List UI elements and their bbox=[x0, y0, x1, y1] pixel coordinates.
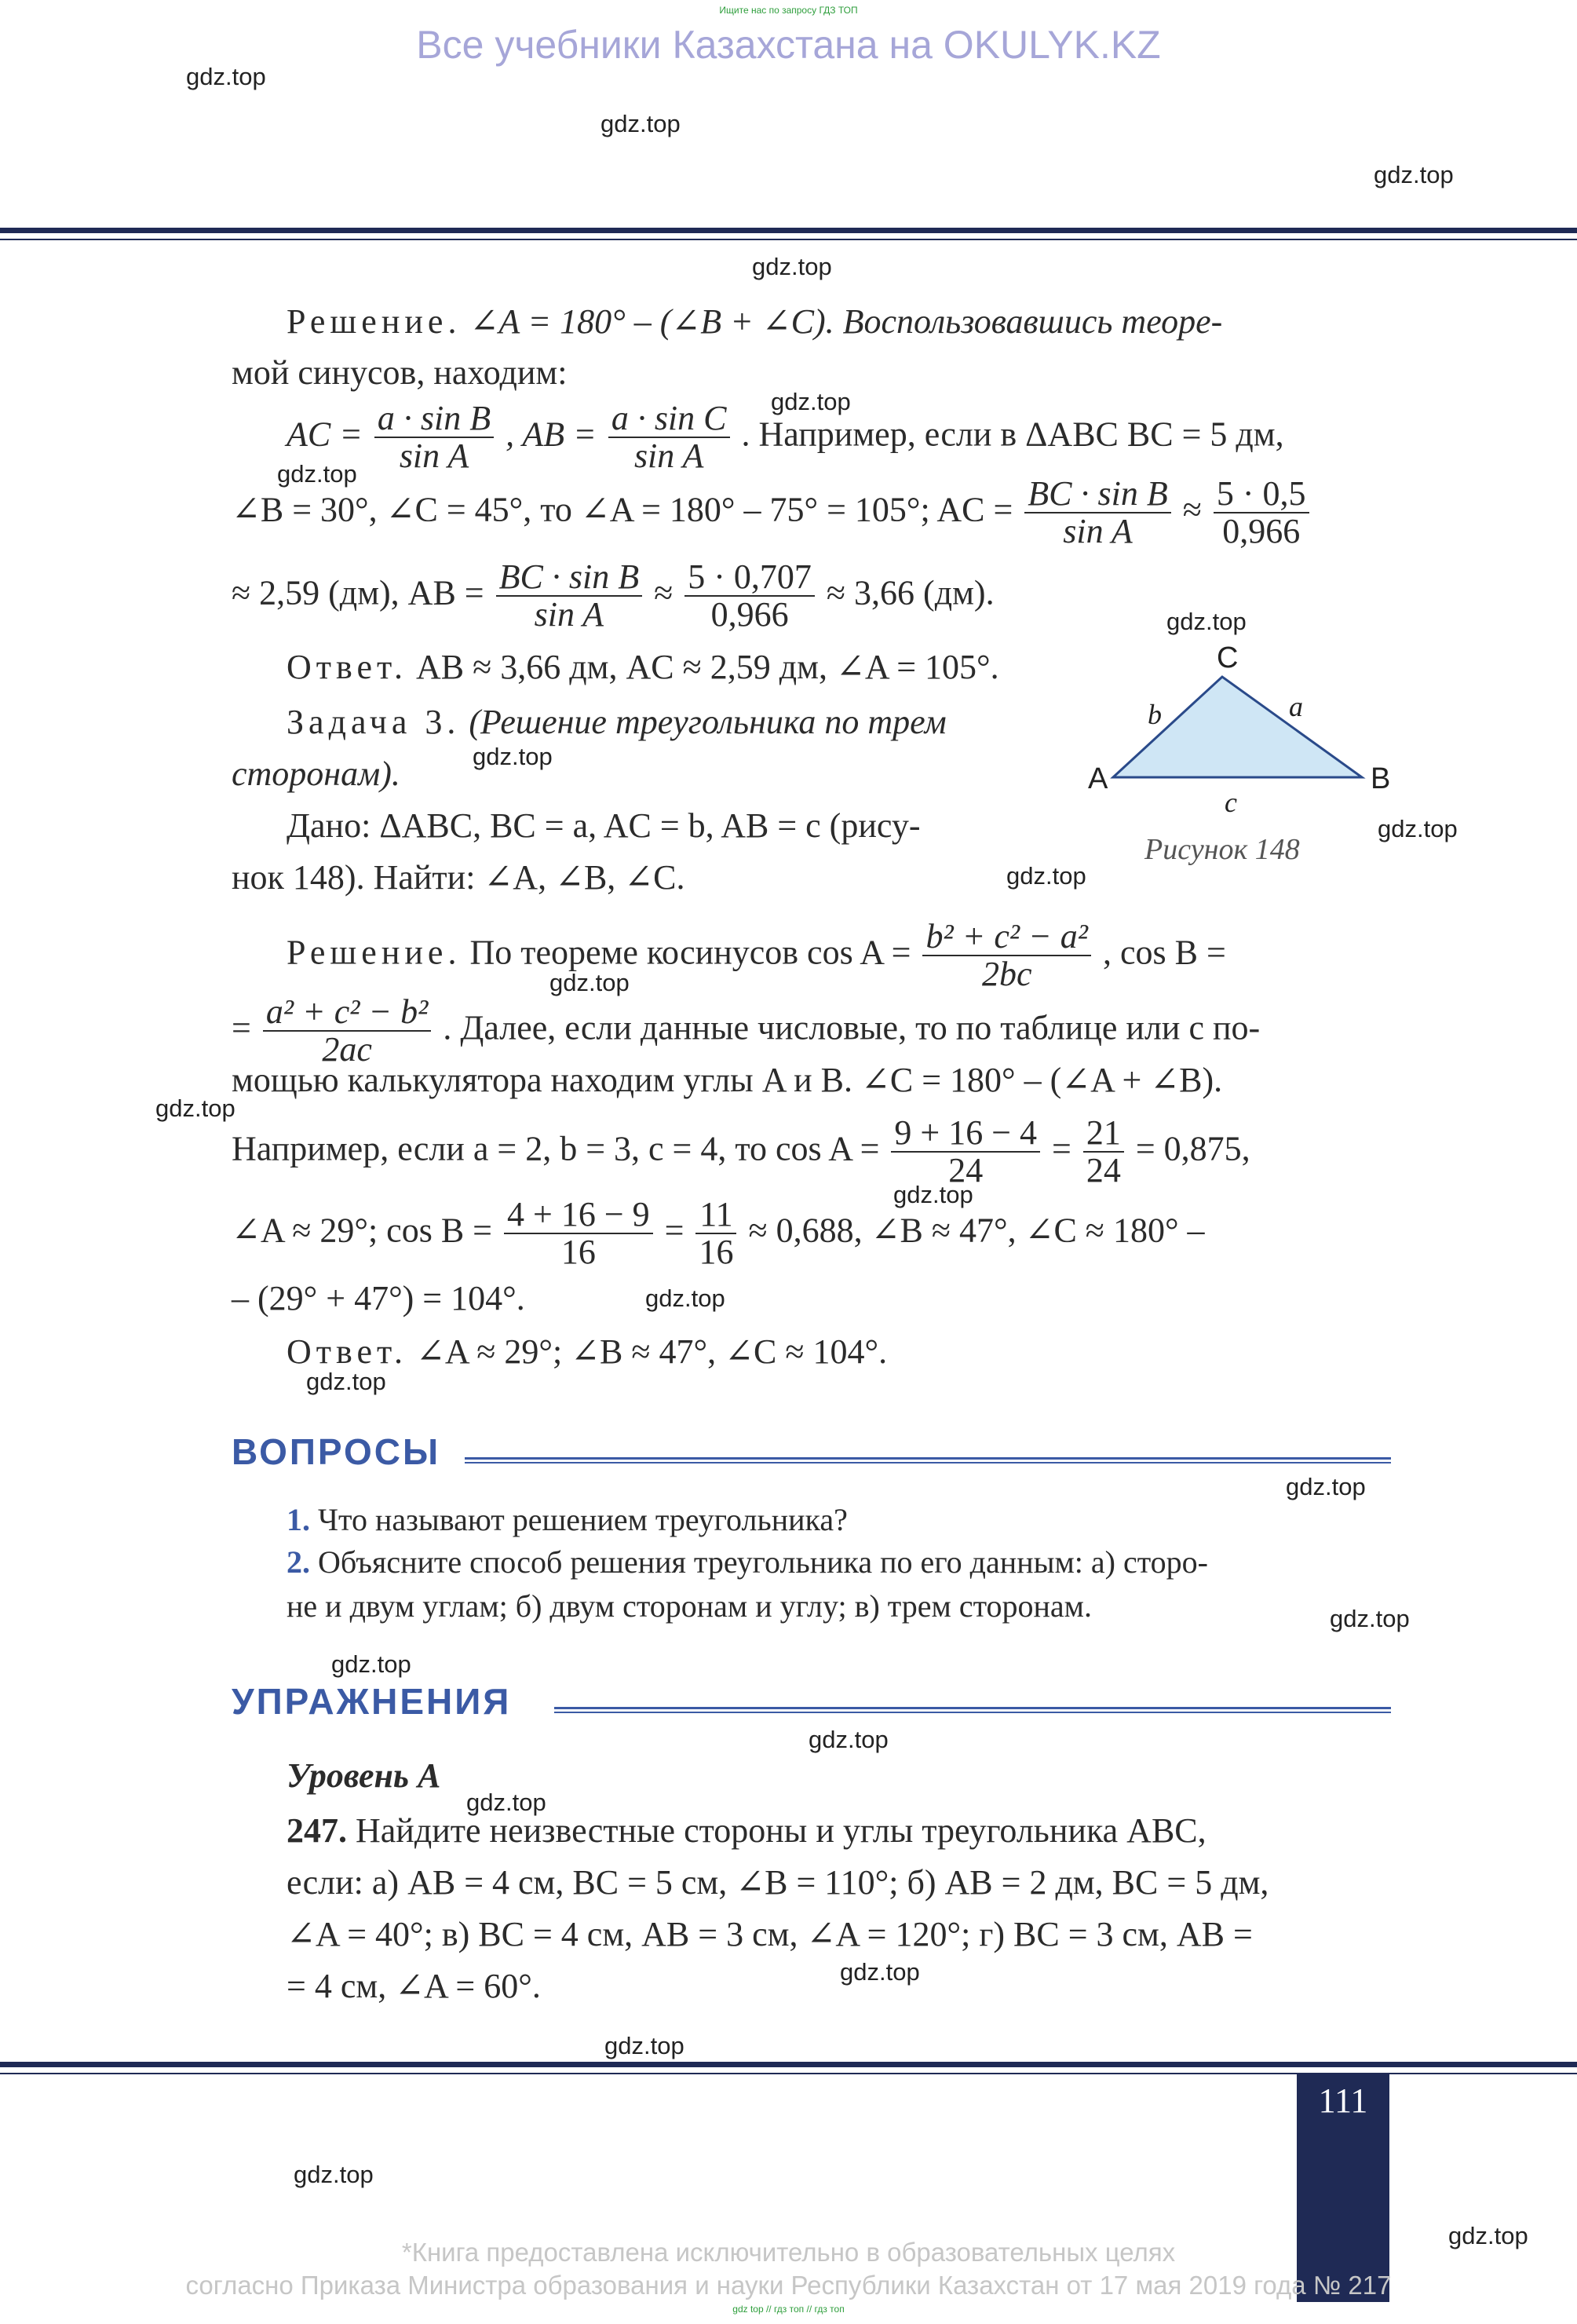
watermark: gdz.top bbox=[771, 388, 851, 415]
solution-line: мощью калькулятора находим углы A и B. ∠C = 180° – (∠A + ∠B). bbox=[232, 1061, 1223, 1099]
watermark: gdz.top bbox=[752, 253, 832, 280]
watermark: gdz.top bbox=[1286, 1473, 1366, 1500]
watermark: gdz.top bbox=[294, 2161, 374, 2188]
fraction: $\frac{\text{a · sin B}}{\text{sin A}}$ bbox=[374, 400, 494, 474]
fraction: $\frac{9 + 16 - 4}{24}$ bbox=[891, 1115, 1040, 1189]
vertex-label: B bbox=[1371, 762, 1391, 795]
formula-line: ≈ 2,59 (дм), AB = $\frac{\text{BC · sin B}}{\text{sin A}}$ ≈ $\frac{5 \cdot 0,707}{0,966}$ ≈ 3,66 (дм). bbox=[232, 557, 995, 634]
exercise-line: 247. Найдите неизвестные стороны и углы треугольника ABC, bbox=[287, 1811, 1206, 1850]
solution-line: Решение. ∠A = 180° – (∠B + ∠C). Воспользовавшись теоре- bbox=[287, 302, 1223, 341]
watermark: gdz.top bbox=[306, 1368, 386, 1395]
task-title: Задача 3. (Решение треугольника по трем bbox=[287, 703, 947, 741]
watermark: gdz.top bbox=[186, 63, 266, 90]
watermark: gdz.top bbox=[645, 1284, 725, 1312]
given-line: Дано: ΔABC, BC = a, AC = b, AB = c (рису- bbox=[287, 806, 921, 845]
section-rule bbox=[465, 1457, 1391, 1463]
fraction: $\frac{\text{BC · sin B}}{\text{sin A}}$ bbox=[496, 559, 642, 633]
question-item-continued: не и двум углам; б) двум сторонам и углу; в) трем сторонам. bbox=[287, 1588, 1092, 1624]
fraction: $\frac{\text{b² + c² − a²}}{2bc}$ bbox=[922, 919, 1091, 992]
watermark: gdz.top bbox=[1378, 815, 1458, 842]
side-label: c bbox=[1225, 787, 1237, 818]
formula-line: Например, если a = 2, b = 3, c = 4, то cos A = $\frac{9 + 16 - 4}{24}$ = $\frac{21}{24}$ = 0,875, bbox=[232, 1113, 1250, 1190]
footer-tiny: gdz top // гдз топ // гдз топ bbox=[732, 2304, 845, 2315]
exercise-line: если: а) AB = 4 см, BC = 5 см, ∠B = 110°; б) AB = 2 дм, BC = 5 дм, bbox=[287, 1863, 1269, 1902]
question-item: 1. Что называют решением треугольника? bbox=[287, 1502, 848, 1537]
level-label: Уровень А bbox=[287, 1756, 441, 1795]
answer-line: Ответ. AB ≈ 3,66 дм, AC ≈ 2,59 дм, ∠A = 105°. bbox=[287, 648, 999, 686]
watermark: gdz.top bbox=[1330, 1605, 1410, 1632]
top-rule bbox=[0, 228, 1577, 240]
watermark: gdz.top bbox=[1166, 608, 1247, 635]
vertex-label: A bbox=[1088, 762, 1108, 795]
formula-line: Решение. По теореме косинусов cos A = $\frac{\text{b² + c² − a²}}{2bc}$ , cos B = bbox=[287, 917, 1226, 994]
fraction: $\frac{\text{BC · sin B}}{\text{sin A}}$ bbox=[1024, 476, 1170, 550]
fraction: $\frac{\text{a · sin C}}{\text{sin A}}$ bbox=[608, 400, 730, 474]
solution-line: мой синусов, находим: bbox=[232, 353, 568, 392]
exercise-line: ∠A = 40°; в) BC = 4 см, AB = 3 см, ∠A = 120°; г) BC = 3 см, AB = bbox=[287, 1915, 1253, 1953]
formula-line: ∠A ≈ 29°; cos B = $\frac{4 + 16 - 9}{16}$ = $\frac{11}{16}$ ≈ 0,688, ∠B ≈ 47°, ∠C ≈ 180° – bbox=[232, 1195, 1205, 1272]
formula-line: = $\frac{\text{a² + c² − b²}}{2ac}$ . Далее, если данные числовые, то по таблице или с по- bbox=[232, 992, 1261, 1069]
watermark: gdz.top bbox=[893, 1181, 973, 1208]
search-hint: Ищите нас по запросу ГДЗ ТОП bbox=[719, 5, 858, 16]
side-label: b bbox=[1148, 699, 1162, 730]
answer-line: Ответ. ∠A ≈ 29°; ∠B ≈ 47°, ∠C ≈ 104°. bbox=[287, 1332, 888, 1371]
watermark: gdz.top bbox=[604, 2032, 684, 2059]
footer-note: *Книга предоставлена исключительно в образовательных целях bbox=[401, 2238, 1176, 2267]
watermark: gdz.top bbox=[1006, 862, 1086, 890]
watermark: gdz.top bbox=[601, 110, 681, 137]
fraction: $\frac{21}{24}$ bbox=[1083, 1115, 1124, 1189]
watermark: gdz.top bbox=[277, 460, 357, 488]
fraction: $\frac{5 \cdot 0,5}{0,966}$ bbox=[1214, 476, 1309, 550]
section-title-exercises: УПРАЖНЕНИЯ bbox=[232, 1681, 512, 1722]
watermark: gdz.top bbox=[1448, 2222, 1528, 2249]
fraction: $\frac{11}{16}$ bbox=[695, 1197, 736, 1270]
figure-caption: Рисунок 148 bbox=[1144, 833, 1300, 866]
watermark: gdz.top bbox=[331, 1650, 411, 1678]
page-number: 111 bbox=[1318, 2081, 1368, 2120]
fraction: $\frac{\text{a² + c² − b²}}{2ac}$ bbox=[263, 994, 432, 1068]
given-line: нок 148). Найти: ∠A, ∠B, ∠C. bbox=[232, 858, 685, 897]
exercise-line: = 4 см, ∠A = 60°. bbox=[287, 1967, 541, 2005]
fraction: $\frac{5 \cdot 0,707}{0,966}$ bbox=[684, 559, 815, 633]
triangle-figure bbox=[1075, 628, 1413, 879]
site-banner[interactable]: Все учебники Казахстана на OKULYK.KZ bbox=[416, 23, 1161, 67]
bottom-rule bbox=[0, 2062, 1577, 2074]
footer-note: согласно Приказа Министра образования и науки Республики Казахстан от 17 мая 2019 года № 217 bbox=[185, 2271, 1392, 2300]
vertex-label: C bbox=[1217, 641, 1239, 674]
section-title-questions: ВОПРОСЫ bbox=[232, 1431, 441, 1472]
formula-line: AC = $\frac{\text{a · sin B}}{\text{sin A}}$ , AB = $\frac{\text{a · sin C}}{\text{sin A}}$ . Например, если в ΔABC BC = 5 дм, bbox=[287, 399, 1284, 476]
formula-line: ∠B = 30°, ∠C = 45°, то ∠A = 180° – 75° = 105°; AC = $\frac{\text{BC · sin B}}{\text{sin A}}$ ≈ $\frac{5 \cdot 0,5}{0,966}$ bbox=[232, 476, 1312, 550]
question-item: 2. Объясните способ решения треугольника по его данным: а) сторо- bbox=[287, 1544, 1209, 1580]
side-label: a bbox=[1289, 691, 1303, 722]
fraction: $\frac{4 + 16 - 9}{16}$ bbox=[504, 1197, 653, 1270]
task-title: сторонам). bbox=[232, 755, 400, 793]
watermark: gdz.top bbox=[840, 1958, 920, 1986]
watermark: gdz.top bbox=[1374, 161, 1454, 188]
watermark: gdz.top bbox=[809, 1726, 889, 1753]
watermark: gdz.top bbox=[155, 1094, 235, 1122]
watermark: gdz.top bbox=[466, 1789, 546, 1816]
solution-line: – (29° + 47°) = 104°. bbox=[232, 1279, 525, 1317]
watermark: gdz.top bbox=[549, 969, 630, 996]
section-rule bbox=[554, 1707, 1391, 1713]
watermark: gdz.top bbox=[473, 743, 553, 770]
